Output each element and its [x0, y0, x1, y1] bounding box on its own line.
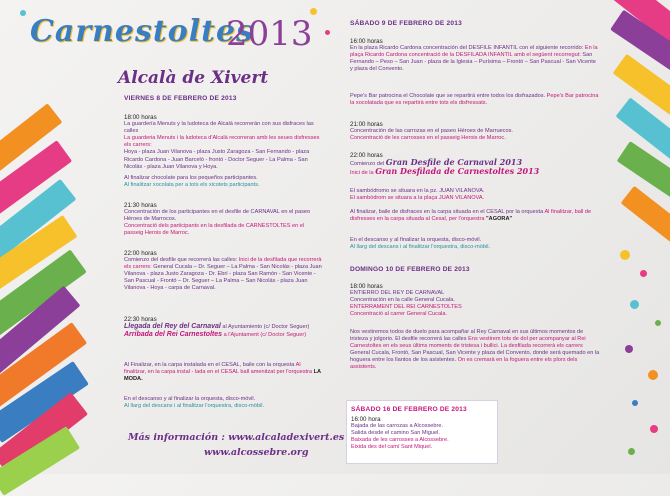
title-year: 2013 — [226, 14, 313, 54]
right-date-header-3: SÁBADO 16 DE FEBRERO DE 2013 — [351, 406, 467, 413]
event-sat-chocolate — [350, 93, 600, 107]
event-sat-22h — [350, 152, 600, 177]
event-desc-ca: El sambòdrom se situara a la plaça JUAN VILANOVA. — [350, 195, 485, 202]
event-sat-16h — [350, 38, 600, 73]
event-desc-es: Al finalizar, baile de disfraces en la carpa situada en el CESAL por la orquesta — [350, 209, 544, 215]
event-desc-es: En la plaza Ricardo Cardona concentración del DESFILE INFANTIL con el siguiente recorrido: — [350, 45, 584, 52]
event-friday-2130 — [124, 202, 324, 237]
event-time: 22:00 horas — [124, 250, 157, 257]
parade-ca-title: Gran Desfilada de Carnestoltes 2013 — [375, 166, 540, 177]
event-streets: General Cucala – Dr. Seguer – La Palma - San Nicolás - plaza Juan Vilanova - plaza Justo Zaragoza - Dr. Ebrí - plaza San Ramón - San Vicente - San Pascual - Frontó – Dr. Seguer – La Palma – San Nicolás - plaza Juan Vilanova - Hoya - carpa de Carnaval. — [124, 264, 322, 292]
left-date-header: VIERNES 8 DE FEBRERO DE 2013 — [124, 95, 237, 102]
event-time: 18:00 horas — [350, 283, 383, 290]
event-desc-es: En el descanso y al finalizar la orquesta, disco-móvil. — [350, 237, 482, 243]
event-note-ca: On es cremarà en la foguera entre els plors dels assistents. — [350, 357, 578, 371]
parade-es-title: Gran Desfile de Carnaval 2013 — [385, 157, 523, 168]
event-desc-es: En el descanso y al finalizar la orquesta, disco-móvil. — [124, 396, 256, 402]
event-desc-es: La guardería Menuts y la ludoteca de Alcalá recorrerán con sus disfraces las calles — [124, 121, 314, 135]
event-friday-disco — [124, 396, 324, 410]
burial-title-ca: ENTERRAMENT DEL REI CARNESTOLTES — [350, 304, 462, 311]
event-sat-21h — [350, 121, 600, 142]
event-desc-ca: La guarderia Menuts i la ludoteca d'Alcalà recorreran amb les seues disfresses els carrers: — [124, 135, 320, 149]
king-arrival-ca-place: a l'Ajuntament (c/ Doctor Seguer) — [222, 332, 307, 339]
event-desc-es: Al Finalizar, en la carpa instalada en el CESAL, baile con la orquesta — [124, 362, 295, 368]
event-time: 21:00 horas — [350, 121, 383, 128]
event-desc-ca: Al llarg del descans i al finalitzar l'orquestra, disco-mòbil. — [124, 403, 265, 410]
event-desc-ca: Al finalitzar, ball de disfresses en la carpa situada al Cesal, per l'orquestra — [350, 209, 592, 223]
event-time: 22:00 horas — [350, 152, 383, 159]
event-sat-dance — [350, 209, 600, 223]
event-desc-es: Concentración de las carrozas en el paseo Héroes de Marruecos. — [350, 128, 513, 135]
parade-es-prefix: Comienzo del — [350, 161, 385, 168]
event-sat-disco — [350, 237, 600, 251]
right-date-header-1: SÁBADO 9 DE FEBRERO DE 2013 — [350, 20, 463, 27]
more-info-line2[interactable]: www.alcossebre.org — [204, 447, 309, 458]
event-note-es: Al finalizar chocolate para los pequeños participantes. — [124, 174, 258, 181]
event-sun-mourning — [350, 329, 600, 372]
event-desc-es: El sambódromo se situara en la pz. JUAN VILANOVA. — [350, 188, 485, 194]
event-time: 16:00 horas — [350, 38, 383, 45]
event-desc-es: Nos vestiremos todos de duelo para acompañar al Rey Carnaval en sus últimos momentos de tristeza y jolgorio. El desfile recorrerá las calles — [350, 329, 584, 343]
event-streets: General Cucala, Frontó, San Pascual, San Vicente y plaza del Convento, donde será quemado en la hoguera entre los llantos de los asistentes. — [350, 350, 600, 364]
event-time: 21:30 horas — [124, 202, 157, 209]
event-desc-ca: Pepe's Bar patrocina la xocolatada que es repartirà entre tots els disfressats. — [350, 93, 599, 107]
event-sat16-details — [351, 416, 495, 451]
event-desc-ca: Inici de la desfilada que recorrerà els carrers: — [124, 257, 322, 271]
event-streets: San Fernando – Peso – San Juan - plaza de la Iglesia – Purísima – Frontó – San Pascual - San Vicente y plaza del Convento. — [350, 52, 596, 73]
band-name: LA MODA. — [124, 369, 321, 383]
more-info — [128, 432, 344, 443]
event-desc-ca: Al llarg del descans i al finalitzar l'orquestra, disco-mòbil. — [350, 244, 491, 251]
town-name: Alcalà de Xivert — [118, 68, 269, 88]
event-friday-dance — [124, 362, 324, 383]
right-date-header-2: DOMINGO 10 DE FEBRERO DE 2013 — [350, 266, 470, 273]
event-desc-ca: Concentració de les carrosses en el passeig Herois de Marroc. — [350, 135, 506, 142]
event-time: 18:00 horas — [124, 114, 157, 121]
event-friday-18h — [124, 114, 324, 189]
title-word: Carnestoltes — [30, 14, 255, 49]
event-sat-sambodromo — [350, 188, 600, 202]
event-time: 22:30 horas — [124, 316, 157, 323]
event-desc-ca: Ens vestirem tots de dol per acompanyar al Rei Carnestoltes en els seus últims moments de tristesa i bullici. La desfilada recorrerà els carrers — [350, 336, 586, 350]
burial-place-es: Concentración en la calle General Cucala. — [350, 297, 455, 304]
burial-title-es: ENTIERRO DEL REY DE CARNAVAL — [350, 290, 445, 297]
king-arrival-ca: Arribada del Rei Carnestoltes — [124, 331, 223, 339]
descent-ca: Baixada de les carrosses a Alcossebre. — [351, 437, 449, 444]
event-desc-es: Concentración de los participantes en el desfile de CARNAVAL en el paseo Héroes de Marrocos. — [124, 209, 311, 223]
saturday-16-box — [346, 400, 498, 464]
event-desc-ca: En la plaça Ricardo Cardona concentració de la DESFILADA INFANTIL amb el següent recorregut: — [350, 45, 598, 59]
burial-place-ca: Concentració al carrer General Cucala. — [350, 311, 448, 318]
event-friday-22h — [124, 250, 324, 293]
event-sun-18h — [350, 283, 600, 318]
band-name: "AGORA" — [486, 216, 513, 223]
event-time: 16:00 hora — [351, 416, 381, 423]
more-info-line1: Más información : www.alcaladexivert.es — [128, 432, 345, 443]
event-note-ca: Al finalitzar xocolata per a tots els xicotets participants. — [124, 181, 260, 188]
event-desc-ca: Al finalitzar, en la carpa instal - lada en el CESAL ball amenitzat per l'orquestra — [124, 362, 313, 376]
king-arrival-es: Llegada del Rey del Carnaval — [124, 323, 221, 331]
king-arrival-es-place: al Ayuntamiento (c/ Doctor Seguer) — [220, 324, 310, 331]
event-streets: Hoya - plaza Juan Vilanova - plaza Justo Zaragoza - San Fernando - plaza Ricardo Cardona - Juan Barceló - frontó - Doctor Seguer - La Palma - San Nicolás - plaza Juan Vilanova y Hoya. — [124, 149, 310, 170]
event-friday-2230 — [124, 316, 329, 339]
event-desc-es: Comienzo del desfile que recorrerá las calles: — [124, 257, 238, 264]
departure-ca: Eixida des del camí Sant Miquel. — [351, 444, 433, 451]
event-desc-es: Pepe's Bar patrocina el Chocolate que se repartirá entre todos los disfrazados. — [350, 93, 546, 99]
descent-es: Bajada de las carrozas a Alcossebre. — [351, 423, 444, 430]
event-desc-ca: Concentració dels participants en la desfilada de CARNESTOLTES en el passeig Herois de Marroc. — [124, 223, 305, 237]
departure-es: Salida desde el camino San Miguel. — [351, 430, 440, 437]
parade-ca-prefix: Inici de la — [350, 170, 374, 177]
